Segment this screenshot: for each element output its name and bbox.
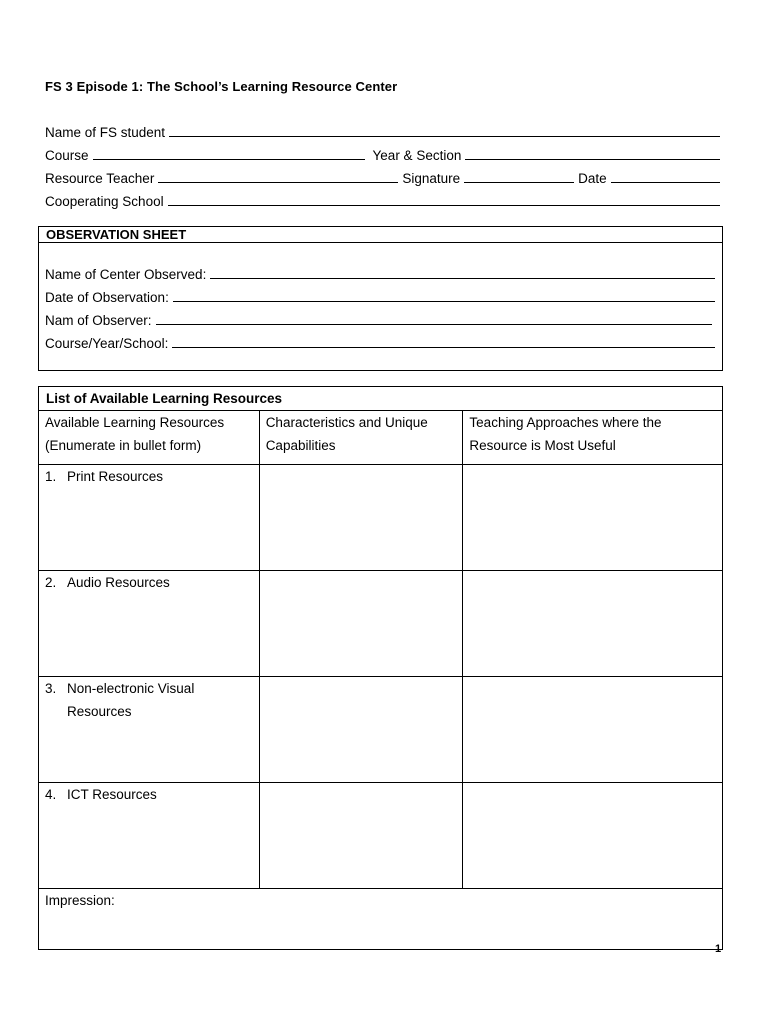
column-header-line: Characteristics and Unique (265, 415, 428, 430)
impression-label: Impression: (45, 893, 115, 908)
signature-label: Signature (402, 171, 461, 186)
column-header-line: (Enumerate in bullet form) (45, 438, 202, 453)
characteristics-cell[interactable] (259, 465, 463, 571)
date-observation-line (45, 287, 715, 305)
year-section-label: Year & Section (372, 148, 462, 163)
document-title: FS 3 Episode 1: The School’s Learning Resource Center (45, 79, 398, 94)
center-observed-line (45, 264, 715, 282)
cooperating-school-label: Cooperating School (45, 194, 164, 209)
item-label-continued: Resources (67, 704, 132, 719)
date-field[interactable] (611, 182, 720, 183)
characteristics-cell[interactable] (259, 571, 463, 677)
approaches-cell[interactable] (463, 571, 723, 677)
course-year-school-label: Course/Year/School: (45, 336, 169, 351)
course-year-school-line (45, 333, 715, 351)
observation-sheet (38, 226, 723, 371)
student-name-field[interactable] (169, 136, 720, 137)
observer-field[interactable] (156, 324, 712, 325)
table-row (39, 783, 723, 889)
table-row (39, 465, 723, 571)
column-header-line: Available Learning Resources (45, 415, 225, 430)
column-header-approaches (463, 411, 723, 465)
resource-teacher-line (45, 168, 720, 186)
course-line (45, 145, 720, 163)
item-label: ICT Resources (67, 787, 157, 802)
item-label: Print Resources (67, 469, 164, 484)
student-name-line (45, 122, 720, 140)
center-observed-field[interactable] (210, 278, 715, 279)
item-number: 4. (45, 787, 57, 802)
table-row (39, 677, 723, 783)
resource-item-ict[interactable] (39, 783, 260, 889)
impression-field[interactable] (39, 889, 723, 950)
approaches-cell[interactable] (463, 677, 723, 783)
course-year-school-field[interactable] (172, 347, 715, 348)
item-number: 1. (45, 469, 57, 484)
cooperating-school-field[interactable] (168, 205, 720, 206)
column-header-characteristics (259, 411, 463, 465)
resources-table-title: List of Available Learning Resources (39, 387, 723, 411)
observer-label: Nam of Observer: (45, 313, 152, 328)
impression-row (39, 889, 723, 950)
resource-item-print[interactable] (39, 465, 260, 571)
student-name-label: Name of FS student (45, 125, 166, 140)
observation-sheet-heading: OBSERVATION SHEET (39, 227, 722, 243)
resource-item-audio[interactable] (39, 571, 260, 677)
resources-table-title-row (39, 387, 723, 411)
resources-table (38, 386, 723, 950)
resource-teacher-field[interactable] (158, 182, 398, 183)
page-number: 1 (715, 943, 722, 955)
characteristics-cell[interactable] (259, 677, 463, 783)
year-section-field[interactable] (465, 159, 720, 160)
item-number: 3. (45, 681, 57, 696)
observer-line (45, 310, 712, 328)
resource-teacher-label: Resource Teacher (45, 171, 155, 186)
column-header-line: Teaching Approaches where the (469, 415, 662, 430)
course-field[interactable] (93, 159, 365, 160)
column-header-line: Capabilities (265, 438, 336, 453)
date-observation-field[interactable] (173, 301, 715, 302)
column-header-row (39, 411, 723, 465)
date-label: Date (578, 171, 607, 186)
cooperating-school-line (45, 191, 720, 209)
resource-item-visual[interactable] (39, 677, 260, 783)
approaches-cell[interactable] (463, 783, 723, 889)
signature-field[interactable] (464, 182, 574, 183)
approaches-cell[interactable] (463, 465, 723, 571)
center-observed-label: Name of Center Observed: (45, 267, 207, 282)
characteristics-cell[interactable] (259, 783, 463, 889)
item-label: Non-electronic Visual (67, 681, 195, 696)
column-header-resources (39, 411, 260, 465)
table-row (39, 571, 723, 677)
course-label: Course (45, 148, 89, 163)
item-label: Audio Resources (67, 575, 170, 590)
date-observation-label: Date of Observation: (45, 290, 169, 305)
item-number: 2. (45, 575, 57, 590)
column-header-line: Resource is Most Useful (469, 438, 616, 453)
